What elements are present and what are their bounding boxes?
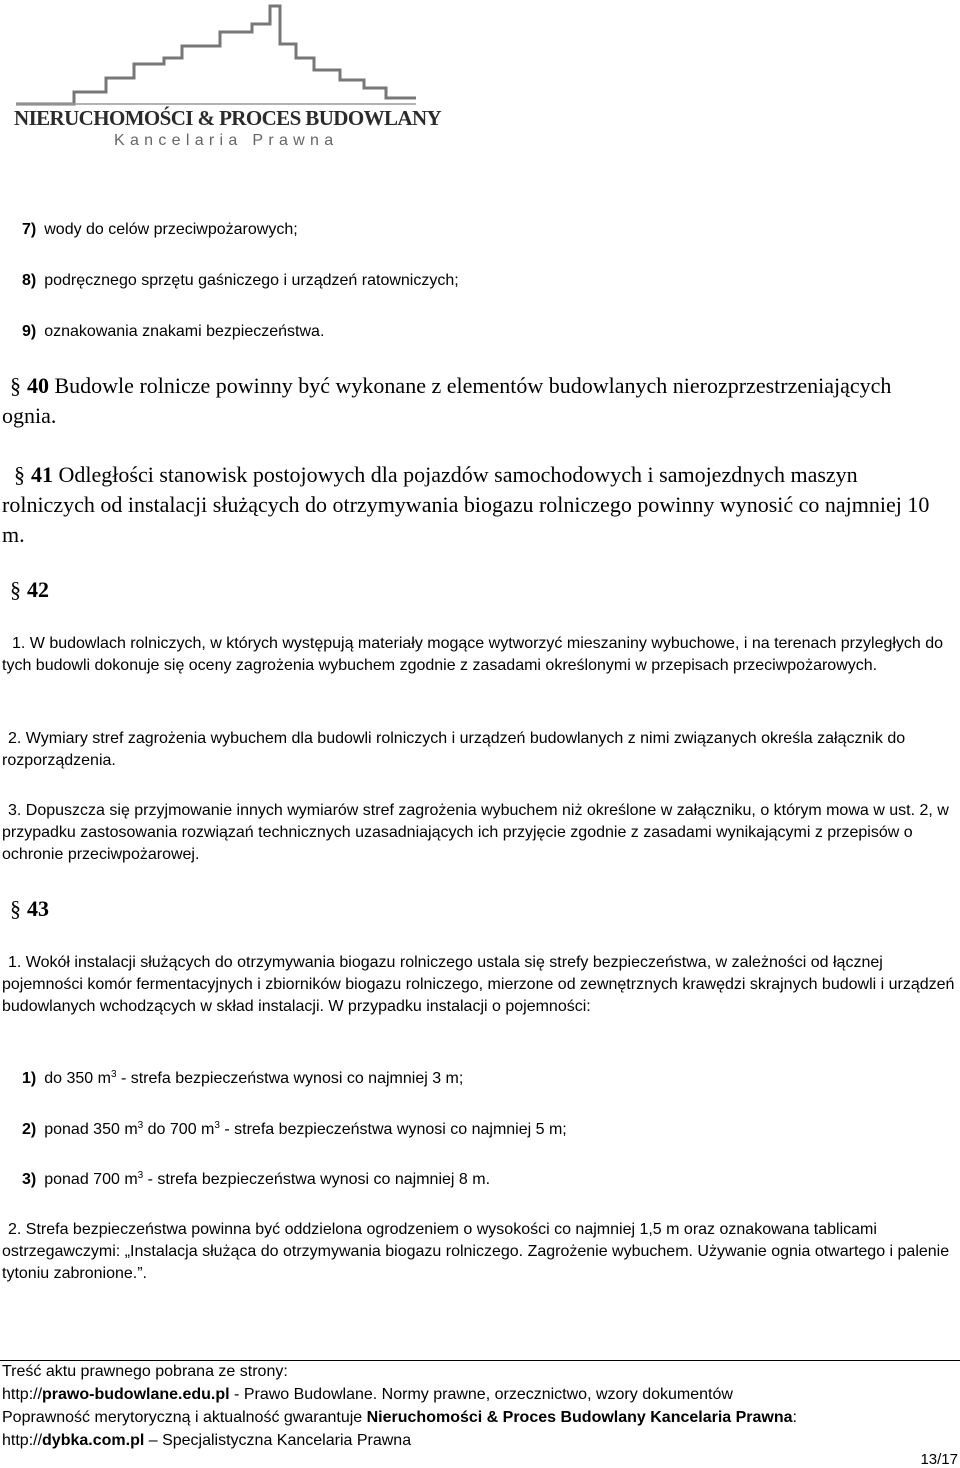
list-item	[22, 1120, 567, 1140]
item-text: ponad 700 m	[44, 1171, 138, 1188]
list-item	[22, 1069, 463, 1089]
item-number: 8)	[22, 272, 37, 289]
paragraph-sign: §	[14, 462, 25, 487]
list-item	[22, 322, 324, 342]
section-42-par-1: 1. W budowlach rolniczych, w których występują materiały mogące wytworzyć mieszaniny wybuchowe, i na terenach przyległych do tych budowli dokonuje się oceny zagrożenia wybuchem zgodnie z zasadami określonymi w przepisach przeciwpożarowych.	[2, 635, 944, 674]
logo-title: NIERUCHOMOŚCI & PROCES BUDOWLANY	[14, 106, 442, 130]
section-41	[2, 460, 942, 550]
item-text: do 350 m	[44, 1070, 111, 1087]
footer-source-label: Treść aktu prawnego pobrana ze strony:	[2, 1363, 288, 1380]
superscript: 3	[110, 1069, 117, 1080]
section-number: 40	[27, 373, 49, 398]
item-text-rest: - strefa bezpieczeństwa wynosi co najmniej 8 m.	[143, 1171, 491, 1188]
footer-firm-line	[2, 1430, 411, 1452]
section-42-heading	[10, 575, 49, 605]
section-text: Odległości stanowisk postojowych dla pojazdów samochodowych i samojezdnych maszyn rolniczych od instalacji służących do otrzymywania biogazu rolniczego powinny wynosić co najmniej 10 m.	[2, 462, 930, 547]
list-item	[22, 1170, 490, 1190]
section-number: 42	[27, 577, 49, 602]
section-40	[2, 371, 942, 431]
page-number: 13/17	[920, 1451, 958, 1468]
item-number: 3)	[22, 1171, 37, 1188]
item-text: oznakowania znakami bezpieczeństwa.	[44, 323, 325, 340]
footer-link-prefix: http://	[2, 1432, 43, 1449]
section-42-par-2: 2. Wymiary stref zagrożenia wybuchem dla budowli rolniczych i urządzeń budowlanych z nimi związanych określa załącznik do rozporządzenia.	[2, 730, 906, 769]
superscript: 3	[137, 1170, 144, 1181]
section-43-par-2: 2. Strefa bezpieczeństwa powinna być oddzielona ogrodzeniem o wysokości co najmniej 1,5 m oraz oznakowana tablicami ostrzegawczymi: „Instalacja służąca do otrzymywania biogazu rolniczego. Zagrożenie wybuchem. Używanie ognia otwartego i palenie tytoniu zabronione.”.	[2, 1221, 950, 1282]
footer-guarantee-line	[2, 1407, 797, 1429]
footer-firm-description: – Specjalistyczna Kancelaria Prawna	[144, 1432, 412, 1449]
item-number: 9)	[22, 323, 37, 340]
footer-link-prawo-budowlane[interactable]: prawo-budowlane.edu.pl	[42, 1386, 230, 1403]
paragraph-sign: §	[10, 896, 21, 921]
item-text: wody do celów przeciwpożarowych;	[44, 221, 298, 238]
superscript: 3	[214, 1120, 220, 1131]
section-number: 43	[27, 896, 49, 921]
item-text-rest: - strefa bezpieczeństwa wynosi co najmniej 5 m;	[219, 1121, 567, 1138]
footer-guarantee-text: Poprawność merytoryczną i aktualność gwarantuje	[2, 1409, 367, 1426]
kancelaria-logo	[14, 0, 442, 152]
section-number: 41	[31, 462, 53, 487]
item-number: 1)	[22, 1070, 37, 1087]
logo-subtitle: Kancelaria Prawna	[114, 132, 339, 149]
item-text-rest: - strefa bezpieczeństwa wynosi co najmniej 3 m;	[116, 1070, 464, 1087]
footer-link-dybka[interactable]: dybka.com.pl	[42, 1432, 145, 1449]
footer-link-prefix: http://	[2, 1386, 43, 1403]
item-number: 2)	[22, 1121, 37, 1138]
list-item	[22, 271, 459, 291]
paragraph-sign: §	[10, 373, 21, 398]
superscript: 3	[137, 1120, 144, 1131]
section-43-par-1: 1. Wokół instalacji służących do otrzymywania biogazu rolniczego ustala się strefy bezpieczeństwa, w zależności od łącznej pojemności komór fermentacyjnych i zbiorników biogazu rolniczego, mierzone od zewnętrznych krawędzi skrajnych budowli i urządzeń budowlanych wchodzących w skład instalacji. W przypadku instalacji o pojemności:	[2, 954, 955, 1015]
footer-source-line	[2, 1384, 733, 1406]
section-text: Budowle rolnicze powinny być wykonane z elementów budowlanych nierozprzestrzeniających ognia.	[2, 373, 892, 428]
section-43-heading	[10, 894, 49, 924]
footer-colon: :	[792, 1409, 797, 1426]
item-text: ponad 350 m	[44, 1121, 138, 1138]
item-text-mid: do 700 m	[143, 1121, 215, 1138]
paragraph-sign: §	[10, 577, 21, 602]
footer-firm-name: Nieruchomości & Proces Budowlany Kancelaria Prawna	[366, 1409, 793, 1426]
skyline-logo-icon	[14, 0, 424, 112]
list-item	[22, 220, 298, 240]
item-text: podręcznego sprzętu gaśniczego i urządzeń ratowniczych;	[44, 272, 459, 289]
section-42-par-3: 3. Dopuszcza się przyjmowanie innych wymiarów stref zagrożenia wybuchem niż określone w załączniku, o którym mowa w ust. 2, w przypadku zastosowania rozwiązań technicznych uzasadniających ich przyjęcie zgodnie z zasadami wynikającymi z przepisów o ochronie przeciwpożarowej.	[2, 802, 949, 863]
footer-link-description: - Prawo Budowlane. Normy prawne, orzecznictwo, wzory dokumentów	[229, 1386, 733, 1403]
item-number: 7)	[22, 221, 37, 238]
